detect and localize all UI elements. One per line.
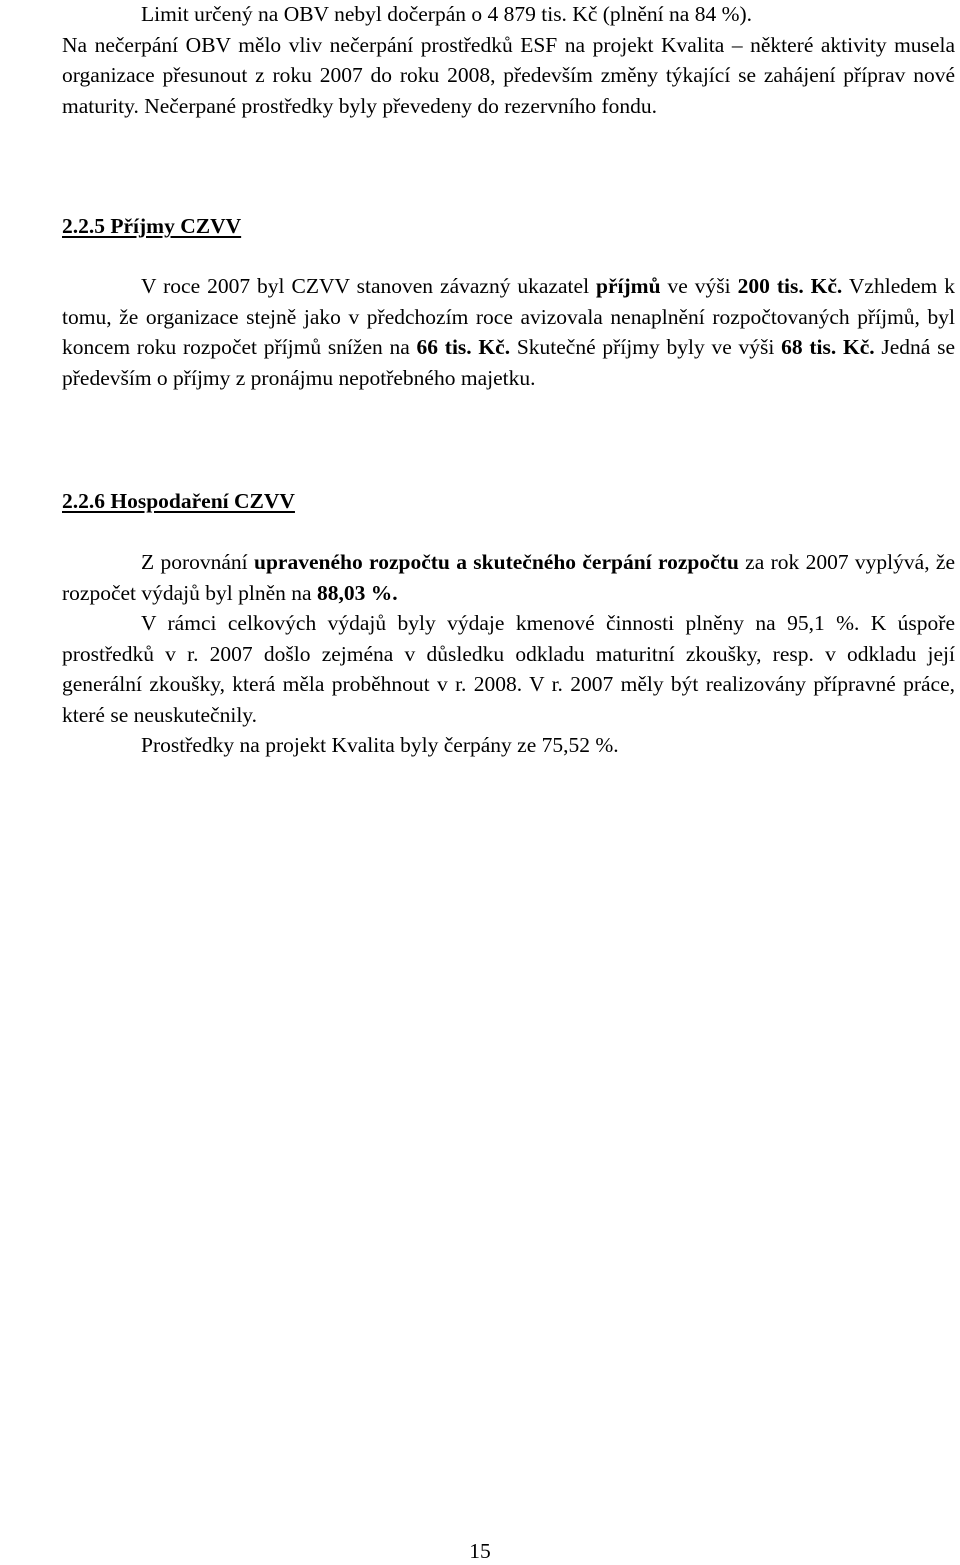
text-run: Jedná se především o příjmy z pronájmu nepotřebného majetku. (62, 335, 955, 390)
section-heading-prijmy: 2.2.5 Příjmy CZVV (62, 214, 242, 238)
bold-run: 88,03 %. (316, 580, 398, 605)
text-run: Vzhledem k tomu, že organizace stejně jako v předchozím roce avizovala nenaplnění rozpočtovaných příjmů, byl koncem roku rozpočet příjmů snížen na (62, 274, 955, 359)
section-225 (62, 211, 955, 393)
bold-run: 200 tis. Kč. (737, 274, 843, 298)
obv-paragraph: Na nečerpání OBV mělo vliv nečerpání prostředků ESF na projekt Kvalita – některé aktivity musela organizace přesunout z roku 2007 do roku 2008, především změny týkající se zahájení příprav nové maturity. Nečerpané prostředky byly převedeny do rezervního fondu. (62, 32, 955, 118)
previous-section-text (62, 0, 955, 121)
hospodareni-paragraph-3: Prostředky na projekt Kvalita byly čerpány ze 75,52 %. (141, 733, 619, 757)
obv-limit-line: Limit určený na OBV nebyl dočerpán o 4 879 tis. Kč (plnění na 84 %). (141, 2, 753, 26)
prijmy-paragraph (62, 271, 955, 393)
bold-run: 66 tis. Kč. (416, 335, 511, 359)
bold-run: upraveného rozpočtu a skutečného čerpání rozpočtu (254, 550, 739, 574)
section-226 (62, 486, 955, 761)
text-run: Skutečné příjmy byly ve výši (510, 335, 782, 359)
text-run: za rok 2007 vyplývá, že rozpočet výdajů byl plněn na (62, 550, 955, 605)
page-number: 15 (469, 1539, 491, 1563)
bold-run: 68 tis. Kč. (781, 335, 875, 359)
text-run: Z porovnání (141, 550, 254, 574)
text-run: V roce 2007 byl CZVV stanoven závazný ukazatel (141, 274, 597, 298)
hospodareni-paragraph-2: V rámci celkových výdajů byly výdaje kmenové činnosti plněny na 95,1 %. K úspoře prostředků v r. 2007 došlo zejména v důsledku odkladu maturitní zkoušky, resp. v odkladu její generální zkoušky, která měla proběhnout v r. 2008. V r. 2007 měly být realizovány přípravné práce, které se neuskutečnily. (62, 611, 955, 727)
text-run: ve výši (660, 274, 738, 298)
bold-run: příjmů (596, 274, 661, 298)
section-heading-hospodareni: 2.2.6 Hospodaření CZVV (62, 489, 295, 513)
hospodareni-paragraph-1 (62, 547, 955, 608)
